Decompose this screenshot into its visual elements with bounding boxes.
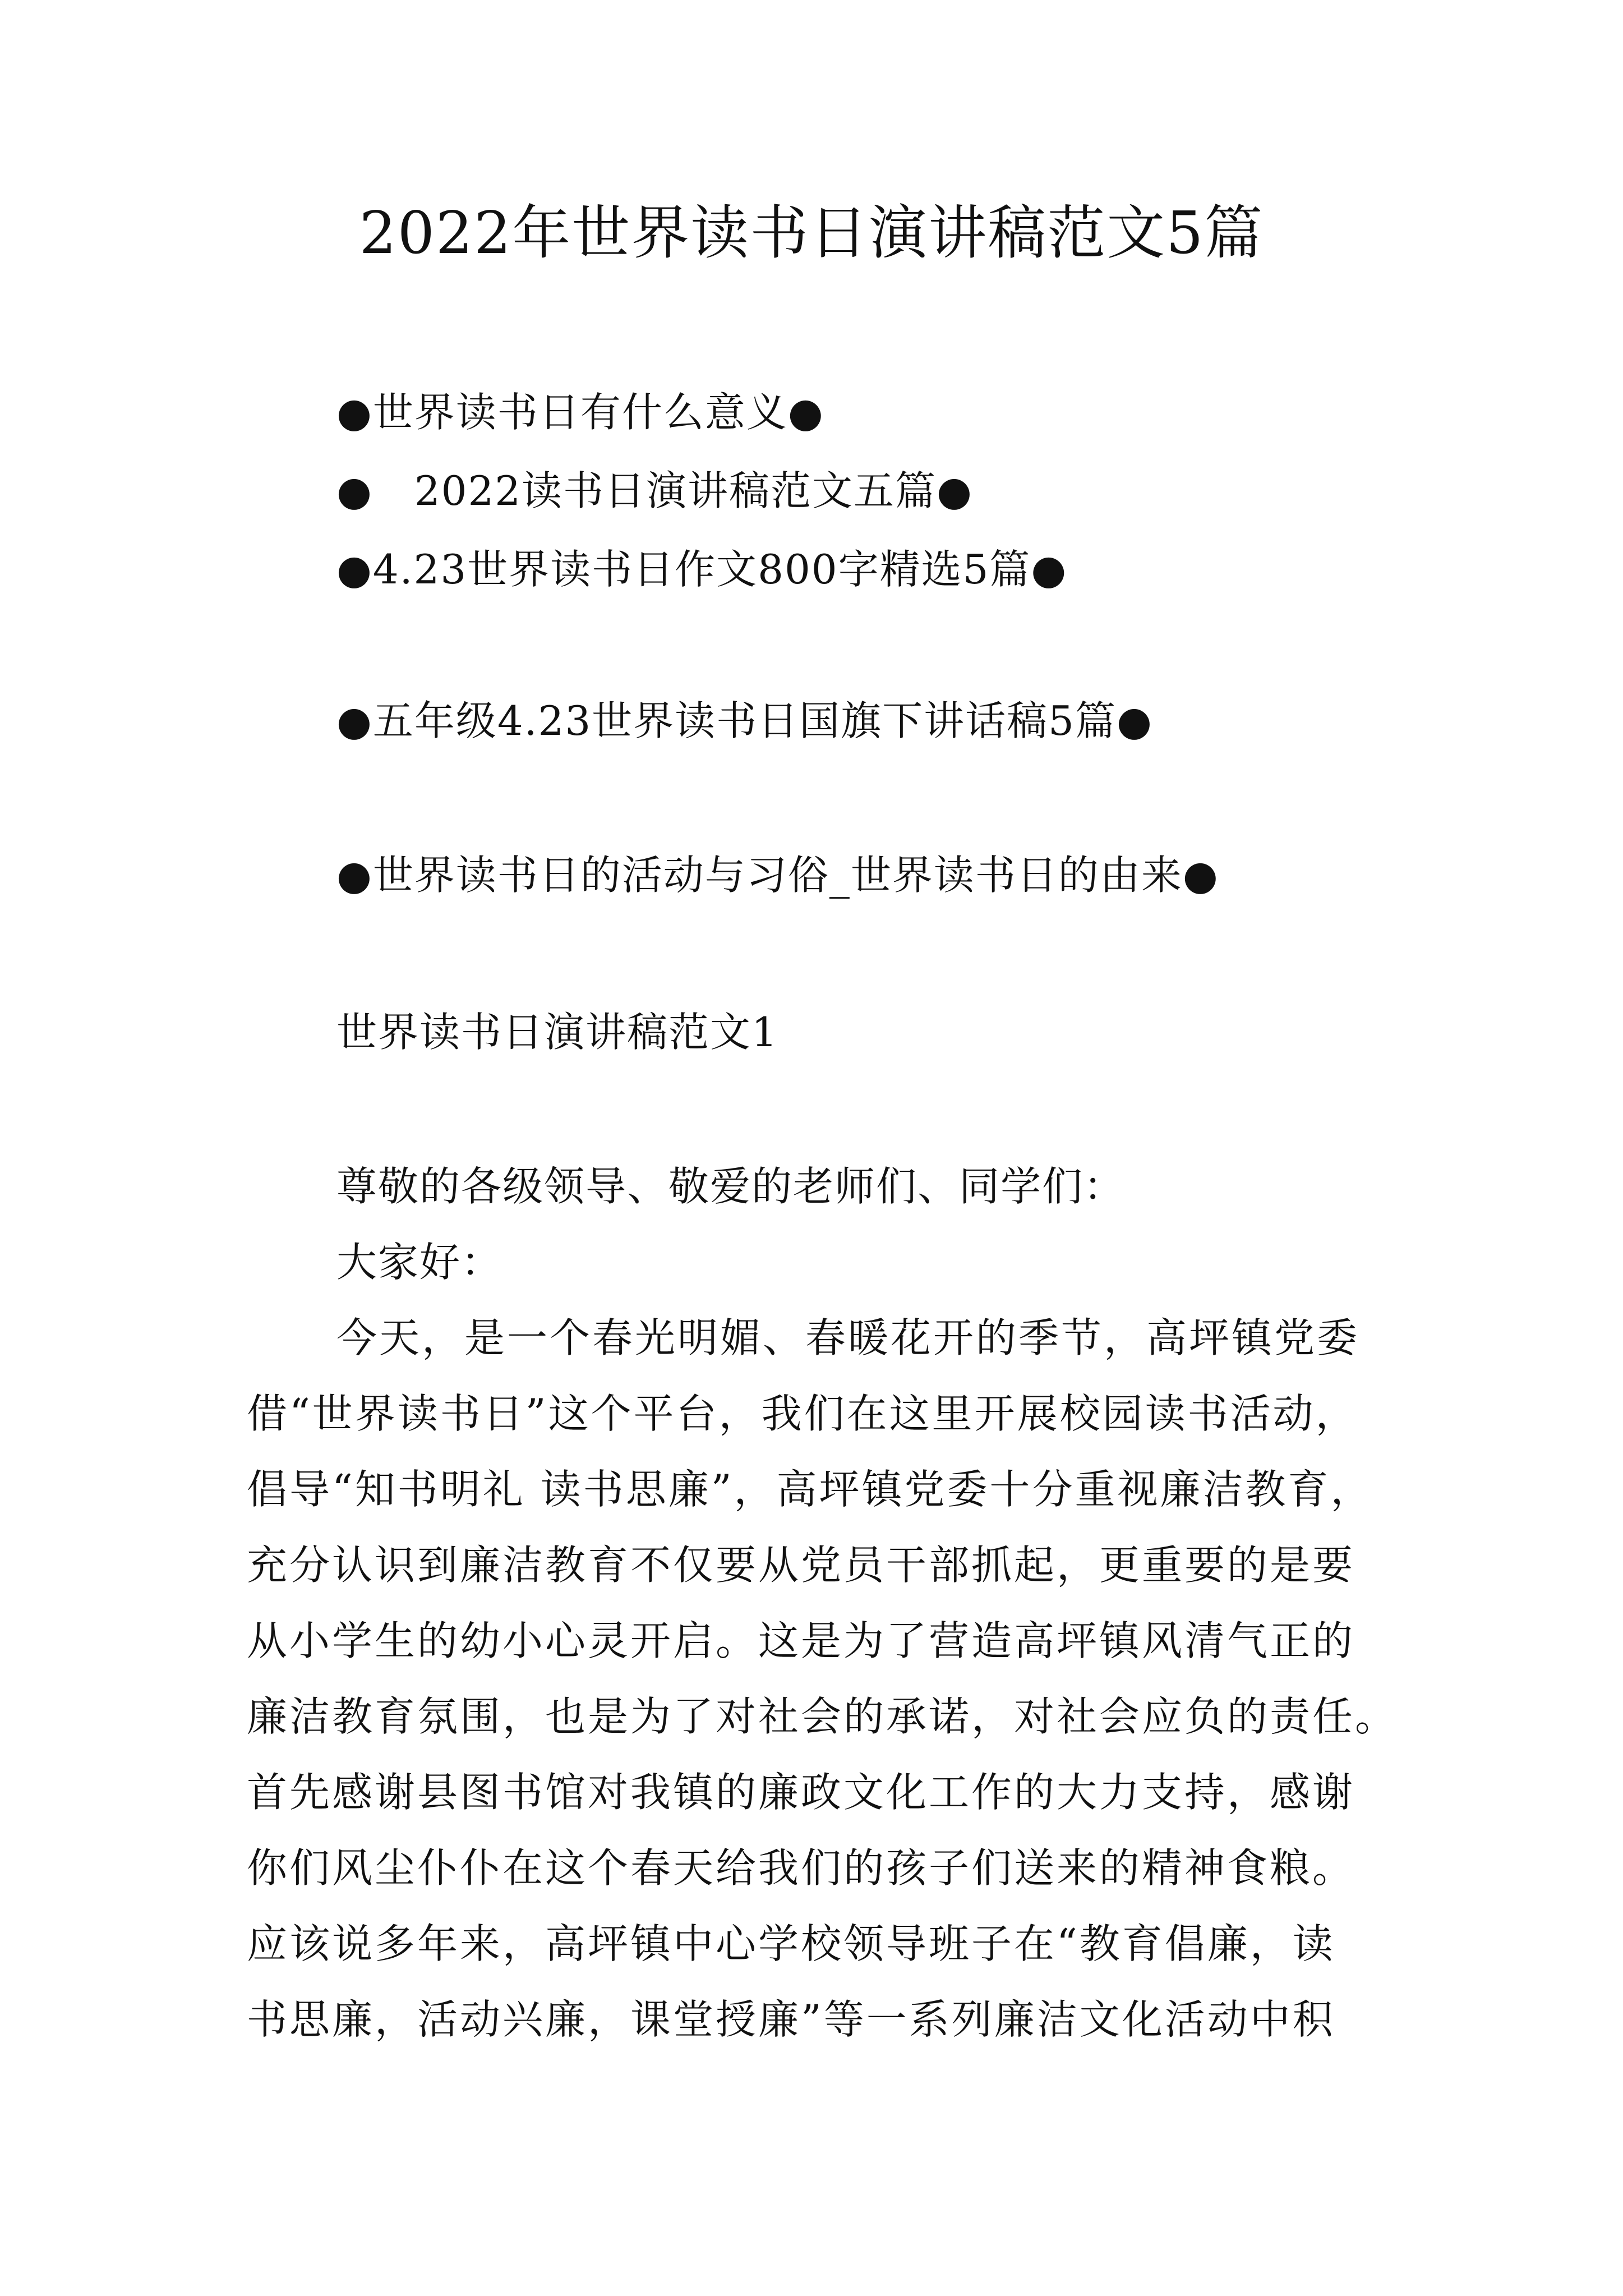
document-title: 2022年世界读书日演讲稿范文5篇 — [359, 199, 1264, 267]
salutation: 尊敬的各级领导、敬爱的老师们、同学们： — [336, 1163, 1126, 1210]
paragraph-line: 廉洁教育氛围，也是为了对社会的承诺，对社会应负的责任。 — [247, 1693, 1398, 1740]
paragraph-line: 从小学生的幼小心灵开启。这是为了营造高坪镇风清气正的 — [247, 1617, 1355, 1664]
paragraph-line: 充分认识到廉洁教育不仅要从党员干部抓起，更重要的是要 — [247, 1542, 1355, 1589]
toc-item-5: ●世界读书日的活动与习俗_世界读书日的由来● — [336, 852, 1219, 899]
section-heading: 世界读书日演讲稿范文1 — [336, 1009, 778, 1056]
paragraph-line: 今天，是一个春光明媚、春暖花开的季节，高坪镇党委 — [336, 1314, 1360, 1361]
paragraph-line: 你们风尘仆仆在这个春天给我们的孩子们送来的精神食粮。 — [247, 1844, 1355, 1892]
paragraph-line: 书思廉，活动兴廉，课堂授廉”等一系列廉洁文化活动中积 — [247, 1996, 1335, 2043]
paragraph-line: 借“世界读书日”这个平台，我们在这里开展校园读书活动， — [247, 1390, 1358, 1437]
toc-item-1: ●世界读书日有什么意义● — [336, 389, 824, 436]
toc-item-4: ●五年级4.23世界读书日国旗下讲话稿5篇● — [336, 697, 1153, 744]
greeting: 大家好： — [336, 1239, 503, 1286]
toc-item-3: ●4.23世界读书日作文800字精选5篇● — [336, 546, 1068, 593]
paragraph-line: 首先感谢县图书馆对我镇的廉政文化工作的大力支持，感谢 — [247, 1769, 1355, 1816]
paragraph-line: 倡导“知书明礼 读书思廉”，高坪镇党委十分重视廉洁教育， — [247, 1466, 1373, 1513]
paragraph-line: 应该说多年来，高坪镇中心学校领导班子在“教育倡廉，读 — [247, 1920, 1335, 1967]
toc-item-2: ● 2022读书日演讲稿范文五篇● — [336, 467, 973, 514]
